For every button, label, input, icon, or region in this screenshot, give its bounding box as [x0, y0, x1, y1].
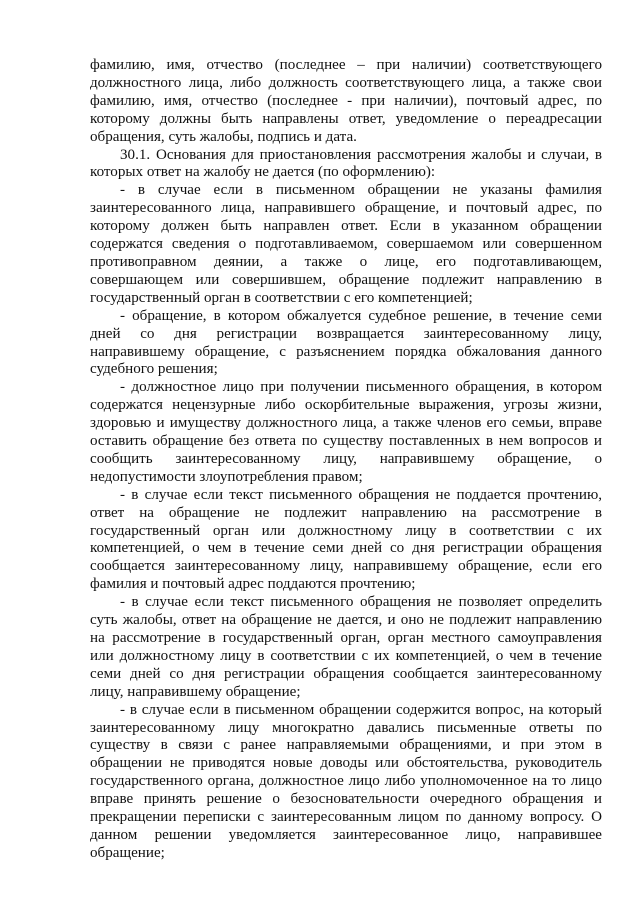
- list-item-unreadable-text: - в случае если текст письменного обращения не поддается прочтению, ответ на обращение не подлежит направлению на рассмотрение в государственный орган или должностному лицу в соответствии с их компетенцией, о чем в течение семи дней со дня регистрации обращения сообщается заинтересованному лицу, направившему обращение, если его фамилия и почтовый адрес поддаются прочтению;: [90, 486, 602, 593]
- list-item-offensive-language: - должностное лицо при получении письменного обращения, в котором содержатся нецензурные либо оскорбительные выражения, угрозы жизни, здоровью и имуществу должностного лица, а также членов его семьи, вправе оставить обращение без ответа по существу поставленных в нем вопросов и сообщить заинтересованному лицу, направившему обращение, о недопустимости злоупотребления правом;: [90, 379, 602, 485]
- paragraph-section-30-1: 30.1. Основания для приостановления рассмотрения жалобы и случаи, в которых ответ на жалобу не дается (по оформлению):: [90, 146, 602, 181]
- list-item-no-name-address: - в случае если в письменном обращении не указаны фамилия заинтересованного лица, направившего обращение, и почтовый адрес, по которому должен быть направлен ответ. Если в указанном обращении содержатся сведения о подготавливаемом, совершаемом или совершенном противоправном деянии, а также о лице, его подготавливающем, совершающем или совершившем, обращение подлежит направлению в государственный орган в соответствии с его компетенцией;: [90, 182, 602, 306]
- paragraph-continuation: фамилию, имя, отчество (последнее – при наличии) соответствующего должностного лица, либо должность соответствующего лица, а также свои фамилию, имя, отчество (последнее - при наличии), почтовый адрес, по которому должны быть направлены ответ, уведомление о переадресации обращения, суть жалобы, подпись и дата.: [90, 57, 602, 145]
- document-page: [90, 57, 602, 863]
- list-item-repeated-question: - в случае если в письменном обращении содержится вопрос, на который заинтересованному лицу многократно давались письменные ответы по существу в связи с ранее направляемыми обращениями, и при этом в обращении не приводятся новые доводы или обстоятельства, руководитель государственного органа, должностное лицо либо уполномоченное на то лицо вправе принять решение о безосновательности очередного обращения и прекращении переписки с заинтересованным лицом по данному вопросу. О данном решении уведомляется заинтересованное лицо, направившее обращение;: [90, 701, 602, 861]
- list-item-court-decision: - обращение, в котором обжалуется судебное решение, в течение семи дней со дня регистрации возвращается заинтересованному лицу, направившему обращение, с разъяснением порядка обжалования данного судебного решения;: [90, 307, 602, 378]
- list-item-undefined-essence: - в случае если текст письменного обращения не позволяет определить суть жалобы, ответ на обращение не дается, и оно не подлежит направлению на рассмотрение в государственный орган, орган местного самоуправления или должностному лицу в соответствии с их компетенцией, о чем в течение семи дней со дня регистрации обращения сообщается заинтересованному лицу, направившему обращение;: [90, 594, 602, 700]
